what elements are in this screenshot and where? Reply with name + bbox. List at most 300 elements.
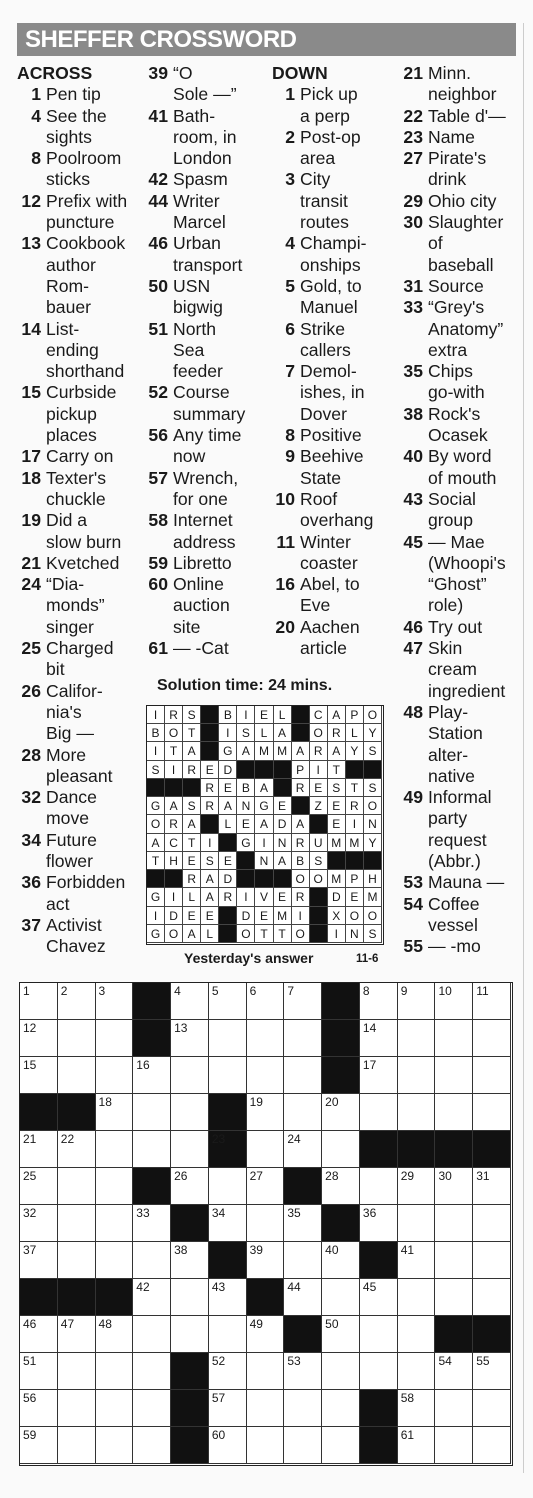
- clue-across-col2-61: [146, 638, 261, 659]
- grid-entry-cell[interactable]: [322, 1427, 360, 1464]
- grid-entry-cell[interactable]: [209, 1390, 247, 1427]
- grid-entry-cell[interactable]: [133, 1316, 171, 1353]
- grid-entry-cell[interactable]: [284, 1390, 322, 1427]
- grid-entry-cell[interactable]: [322, 1316, 360, 1353]
- grid-entry-cell[interactable]: [133, 1390, 171, 1427]
- grid-entry-cell[interactable]: [435, 1390, 473, 1427]
- grid-block-cell: [473, 1316, 511, 1353]
- grid-entry-cell[interactable]: [209, 1168, 247, 1205]
- answer-letter-cell: A: [292, 815, 310, 833]
- grid-entry-cell[interactable]: [398, 1427, 436, 1464]
- answer-letter-cell: A: [219, 797, 237, 815]
- grid-entry-cell[interactable]: [322, 1353, 360, 1390]
- answer-block-cell: [274, 779, 292, 797]
- answer-letter-cell: E: [346, 888, 364, 906]
- grid-entry-cell[interactable]: [247, 1205, 285, 1242]
- grid-entry-cell[interactable]: [284, 1353, 322, 1390]
- answer-block-cell: [310, 925, 328, 943]
- answer-letter-cell: I: [328, 925, 346, 943]
- clue-line: now: [173, 446, 206, 467]
- clue-line: Rock's: [428, 403, 481, 424]
- clue-number: 52: [148, 382, 168, 403]
- grid-cell-number: 46: [23, 1317, 37, 1331]
- clue-line: onships: [300, 254, 361, 275]
- clue-line: Texter's: [46, 467, 107, 488]
- answer-letter-cell: R: [292, 834, 310, 852]
- grid-entry-cell[interactable]: [435, 1168, 473, 1205]
- clue-across-col2-50: [146, 276, 261, 319]
- grid-entry-cell[interactable]: [322, 1279, 360, 1316]
- grid-entry-cell[interactable]: [322, 1131, 360, 1168]
- clue-line: List-: [46, 318, 80, 339]
- grid-cell-number: 45: [362, 1280, 377, 1294]
- clue-line: Curbside: [46, 382, 117, 403]
- clue-line: Rom-: [46, 275, 90, 296]
- grid-cell-number: 56: [23, 1391, 37, 1405]
- grid-entry-cell[interactable]: [360, 1094, 398, 1131]
- grid-entry-cell[interactable]: [133, 1279, 171, 1316]
- grid-entry-cell[interactable]: [247, 1094, 285, 1131]
- clue-line: Pen tip: [46, 84, 101, 105]
- clue-line: Play-: [428, 701, 469, 722]
- answer-block-cell: [201, 706, 219, 724]
- clue-line: native: [428, 765, 475, 786]
- grid-entry-cell[interactable]: [171, 1131, 209, 1168]
- clue-line: vessel: [428, 914, 478, 935]
- answer-block-cell: [219, 925, 237, 943]
- grid-entry-cell[interactable]: [360, 1205, 398, 1242]
- grid-entry-cell[interactable]: [473, 983, 511, 1020]
- clue-number: 20: [275, 616, 295, 637]
- answer-letter-cell: T: [346, 779, 364, 797]
- clue-across-col1-24: [17, 574, 137, 638]
- clue-line: Any time: [173, 425, 242, 446]
- grid-entry-cell[interactable]: [133, 1353, 171, 1390]
- clue-text: [423, 212, 503, 276]
- grid-entry-cell[interactable]: [58, 1205, 96, 1242]
- clue-across-col1-34: [17, 830, 137, 873]
- grid-block-cell: [20, 1094, 58, 1131]
- grid-entry-cell[interactable]: [96, 1131, 134, 1168]
- grid-entry-cell[interactable]: [247, 1242, 285, 1279]
- grid-entry-cell[interactable]: [209, 1205, 247, 1242]
- grid-entry-cell[interactable]: [473, 1279, 511, 1316]
- grid-entry-cell[interactable]: [398, 1168, 436, 1205]
- grid-entry-cell[interactable]: [398, 1094, 436, 1131]
- grid-entry-cell[interactable]: [398, 983, 436, 1020]
- grid-entry-cell[interactable]: [58, 1242, 96, 1279]
- grid-entry-cell[interactable]: [247, 1316, 285, 1353]
- clue-line: Prefix with: [46, 190, 128, 211]
- grid-entry-cell[interactable]: [171, 1020, 209, 1057]
- grid-entry-cell[interactable]: [284, 1131, 322, 1168]
- grid-cell-number: 42: [136, 1280, 150, 1294]
- grid-cell-number: 31: [476, 1169, 490, 1183]
- answer-letter-cell: N: [255, 852, 273, 870]
- grid-entry-cell[interactable]: [360, 1020, 398, 1057]
- grid-entry-cell[interactable]: [435, 1427, 473, 1464]
- grid-entry-cell[interactable]: [284, 1279, 322, 1316]
- clue-across-col1-21: [17, 553, 137, 574]
- grid-cell-number: 44: [287, 1280, 301, 1294]
- grid-entry-cell[interactable]: [473, 1242, 511, 1279]
- answer-letter-cell: A: [183, 815, 201, 833]
- answer-letter-cell: N: [237, 797, 255, 815]
- clue-line: baseball: [428, 254, 494, 275]
- clue-down-col1-10: [272, 489, 392, 532]
- grid-entry-cell[interactable]: [284, 983, 322, 1020]
- grid-entry-cell[interactable]: [96, 1020, 134, 1057]
- answer-letter-cell: M: [364, 888, 382, 906]
- grid-entry-cell[interactable]: [322, 1094, 360, 1131]
- answer-letter-cell: R: [183, 870, 201, 888]
- answer-letter-cell: I: [165, 888, 183, 906]
- grid-entry-cell[interactable]: [133, 1205, 171, 1242]
- grid-cell-number: 8: [362, 984, 370, 998]
- grid-entry-cell[interactable]: [398, 1057, 436, 1094]
- grid-entry-cell[interactable]: [209, 1279, 247, 1316]
- grid-entry-cell[interactable]: [284, 1057, 322, 1094]
- grid-entry-cell[interactable]: [20, 1427, 58, 1464]
- grid-entry-cell[interactable]: [20, 1316, 58, 1353]
- grid-block-cell: [209, 1094, 247, 1131]
- answer-letter-cell: O: [147, 815, 165, 833]
- clue-text: [41, 553, 119, 574]
- clue-line: Roof: [300, 488, 338, 509]
- grid-entry-cell[interactable]: [322, 1242, 360, 1279]
- grid-entry-cell[interactable]: [247, 1427, 285, 1464]
- grid-entry-cell[interactable]: [435, 1353, 473, 1390]
- grid-cell-number: 34: [211, 1206, 226, 1220]
- clue-line: Kvetched: [46, 552, 120, 573]
- clue-line: — -Cat: [173, 638, 229, 659]
- answer-block-cell: [237, 852, 255, 870]
- grid-entry-cell[interactable]: [96, 1242, 134, 1279]
- clue-number: 21: [21, 552, 41, 573]
- clue-text: [423, 489, 476, 532]
- grid-cell-number: 5: [211, 984, 219, 998]
- grid-entry-cell[interactable]: [96, 1353, 134, 1390]
- answer-letter-cell: R: [292, 888, 310, 906]
- grid-entry-cell[interactable]: [247, 1057, 285, 1094]
- clue-text: [41, 84, 101, 105]
- clue-line: chuckle: [46, 488, 106, 509]
- grid-entry-cell[interactable]: [473, 1057, 511, 1094]
- grid-entry-cell[interactable]: [58, 983, 96, 1020]
- clue-line: Dover: [300, 403, 347, 424]
- grid-entry-cell[interactable]: [171, 1057, 209, 1094]
- clue-number: 31: [403, 275, 423, 296]
- grid-cell-number: 4: [174, 984, 181, 998]
- answer-letter-cell: B: [219, 706, 237, 724]
- grid-entry-cell[interactable]: [58, 1131, 96, 1168]
- grid-entry-cell[interactable]: [473, 1168, 511, 1205]
- clue-down-col2-48: [400, 702, 520, 787]
- down-clues-column-2: [400, 63, 520, 957]
- clue-line: coaster: [300, 552, 358, 573]
- grid-block-cell: [435, 1131, 473, 1168]
- grid-entry-cell[interactable]: [398, 1316, 436, 1353]
- clue-line: Slaughter: [428, 212, 504, 233]
- grid-entry-cell[interactable]: [20, 1205, 58, 1242]
- clue-across-col1-12: [17, 191, 137, 234]
- grid-entry-cell[interactable]: [435, 1205, 473, 1242]
- answer-letter-cell: A: [201, 888, 219, 906]
- grid-entry-cell[interactable]: [209, 1427, 247, 1464]
- grid-entry-cell[interactable]: [58, 1168, 96, 1205]
- grid-entry-cell[interactable]: [209, 1353, 247, 1390]
- clue-text: [41, 319, 124, 383]
- grid-entry-cell[interactable]: [284, 1205, 322, 1242]
- grid-entry-cell[interactable]: [58, 1020, 96, 1057]
- answer-block-cell: [147, 779, 165, 797]
- answer-letter-cell: C: [165, 834, 183, 852]
- grid-entry-cell[interactable]: [360, 1316, 398, 1353]
- grid-entry-cell[interactable]: [133, 1242, 171, 1279]
- answer-letter-cell: I: [237, 888, 255, 906]
- clue-number: 19: [21, 510, 41, 531]
- grid-entry-cell[interactable]: [398, 1205, 436, 1242]
- grid-entry-cell[interactable]: [435, 1279, 473, 1316]
- grid-entry-cell[interactable]: [20, 1168, 58, 1205]
- answer-letter-cell: O: [165, 724, 183, 742]
- clue-number: 5: [285, 275, 295, 296]
- clue-line: Eve: [300, 595, 331, 616]
- grid-cell-number: 39: [249, 1243, 263, 1257]
- answer-letter-cell: T: [147, 852, 165, 870]
- grid-entry-cell[interactable]: [398, 1020, 436, 1057]
- answer-letter-cell: M: [274, 742, 292, 760]
- clue-line: alter-: [428, 744, 469, 765]
- clue-text: [168, 553, 232, 574]
- grid-entry-cell[interactable]: [473, 1020, 511, 1057]
- grid-cell-number: 32: [23, 1206, 37, 1220]
- grid-entry-cell[interactable]: [133, 1131, 171, 1168]
- grid-entry-cell[interactable]: [171, 1094, 209, 1131]
- grid-entry-cell[interactable]: [171, 1316, 209, 1353]
- answer-letter-cell: I: [292, 907, 310, 925]
- answer-letter-cell: I: [165, 761, 183, 779]
- grid-entry-cell[interactable]: [473, 1353, 511, 1390]
- grid-entry-cell[interactable]: [435, 1094, 473, 1131]
- clue-across-col1-17: [17, 446, 137, 467]
- clue-down-col1-4: [272, 233, 392, 276]
- grid-entry-cell[interactable]: [360, 1168, 398, 1205]
- clue-number: 41: [148, 105, 168, 126]
- down-heading: DOWN: [272, 63, 328, 83]
- clue-down-col2-49: [400, 787, 520, 872]
- clue-line: (Abbr.): [428, 850, 481, 871]
- grid-entry-cell[interactable]: [435, 1057, 473, 1094]
- grid-entry-cell[interactable]: [360, 1279, 398, 1316]
- grid-entry-cell[interactable]: [284, 1020, 322, 1057]
- clue-number: 47: [403, 638, 423, 659]
- clue-down-col2-46: [400, 617, 520, 638]
- clue-number: 50: [148, 275, 168, 296]
- answer-block-cell: [274, 761, 292, 779]
- grid-entry-cell[interactable]: [20, 983, 58, 1020]
- grid-entry-cell[interactable]: [58, 1353, 96, 1390]
- grid-entry-cell[interactable]: [209, 1020, 247, 1057]
- grid-cell-number: 17: [362, 1058, 377, 1072]
- clue-number: 56: [148, 425, 168, 446]
- grid-entry-cell[interactable]: [58, 1057, 96, 1094]
- clue-text: [423, 617, 482, 638]
- clue-line: Carry on: [46, 446, 114, 467]
- grid-entry-cell[interactable]: [247, 983, 285, 1020]
- grid-entry-cell[interactable]: [96, 1094, 134, 1131]
- clue-line: cream: [428, 659, 477, 680]
- answer-letter-cell: V: [255, 888, 273, 906]
- grid-entry-cell[interactable]: [247, 1131, 285, 1168]
- grid-entry-cell[interactable]: [209, 1316, 247, 1353]
- answer-letter-cell: M: [255, 742, 273, 760]
- clue-text: [423, 276, 484, 297]
- answer-letter-cell: R: [165, 815, 183, 833]
- answer-letter-cell: T: [255, 925, 273, 943]
- clue-number: 12: [21, 190, 41, 211]
- grid-entry-cell[interactable]: [20, 1057, 58, 1094]
- grid-entry-cell[interactable]: [58, 1316, 96, 1353]
- clue-line: Manuel: [300, 297, 358, 318]
- grid-entry-cell[interactable]: [398, 1353, 436, 1390]
- answer-letter-cell: R: [165, 706, 183, 724]
- grid-entry-cell[interactable]: [20, 1390, 58, 1427]
- clue-text: [423, 894, 480, 937]
- clue-down-col1-7: [272, 361, 392, 425]
- clue-text: [423, 702, 483, 787]
- clue-line: go-with: [428, 382, 485, 403]
- grid-entry-cell[interactable]: [96, 1427, 134, 1464]
- grid-block-cell: [247, 1279, 285, 1316]
- clue-text: [168, 233, 242, 276]
- answer-letter-cell: G: [255, 797, 273, 815]
- grid-entry-cell[interactable]: [96, 983, 134, 1020]
- answer-letter-cell: X: [328, 907, 346, 925]
- grid-entry-cell[interactable]: [58, 1427, 96, 1464]
- grid-entry-cell[interactable]: [435, 1242, 473, 1279]
- clue-line: — -mo: [428, 936, 481, 957]
- grid-entry-cell[interactable]: [473, 1205, 511, 1242]
- clue-line: Chips: [428, 361, 473, 382]
- clue-line: North: [173, 318, 217, 339]
- answer-letter-cell: R: [292, 779, 310, 797]
- answer-letter-cell: G: [219, 742, 237, 760]
- clue-line: Sole —”: [173, 84, 237, 105]
- clue-number: 37: [21, 914, 41, 935]
- grid-cell-number: 25: [23, 1169, 37, 1183]
- grid-entry-cell[interactable]: [171, 983, 209, 1020]
- clue-line: Ocasek: [428, 425, 488, 446]
- answer-block-cell: [274, 870, 292, 888]
- clue-line: Writer: [173, 190, 220, 211]
- grid-entry-cell[interactable]: [247, 1168, 285, 1205]
- clue-line: neighbor: [428, 84, 497, 105]
- grid-entry-cell[interactable]: [284, 1427, 322, 1464]
- grid-entry-cell[interactable]: [96, 1168, 134, 1205]
- answer-letter-cell: I: [147, 742, 165, 760]
- grid-cell-number: 40: [325, 1243, 339, 1257]
- grid-entry-cell[interactable]: [473, 1094, 511, 1131]
- grid-entry-cell[interactable]: [247, 1020, 285, 1057]
- clue-line: nia's: [46, 701, 82, 722]
- clue-line: act: [46, 893, 70, 914]
- grid-entry-cell[interactable]: [96, 1205, 134, 1242]
- grid-entry-cell[interactable]: [247, 1353, 285, 1390]
- clue-across-col2-57: [146, 468, 261, 511]
- clue-number: 27: [403, 148, 423, 169]
- grid-entry-cell[interactable]: [322, 1168, 360, 1205]
- clue-down-col2-29: [400, 191, 520, 212]
- grid-entry-cell[interactable]: [360, 1353, 398, 1390]
- grid-entry-cell[interactable]: [247, 1390, 285, 1427]
- grid-entry-cell[interactable]: [284, 1242, 322, 1279]
- grid-entry-cell[interactable]: [96, 1316, 134, 1353]
- grid-entry-cell[interactable]: [20, 1020, 58, 1057]
- grid-entry-cell[interactable]: [171, 1168, 209, 1205]
- answer-letter-cell: O: [364, 797, 382, 815]
- clue-text: [295, 425, 362, 446]
- grid-entry-cell[interactable]: [398, 1242, 436, 1279]
- grid-entry-cell[interactable]: [360, 1057, 398, 1094]
- grid-entry-cell[interactable]: [20, 1131, 58, 1168]
- clue-line: Future: [46, 829, 97, 850]
- answer-letter-cell: L: [346, 724, 364, 742]
- clue-line: room, in: [173, 126, 237, 147]
- grid-entry-cell[interactable]: [209, 1057, 247, 1094]
- grid-entry-cell[interactable]: [171, 1242, 209, 1279]
- clue-line: pleasant: [46, 765, 113, 786]
- grid-entry-cell[interactable]: [20, 1242, 58, 1279]
- grid-entry-cell[interactable]: [209, 983, 247, 1020]
- clue-text: [41, 191, 127, 234]
- grid-entry-cell[interactable]: [360, 983, 398, 1020]
- clue-text: [168, 425, 241, 468]
- clue-line: Marcel: [173, 212, 226, 233]
- grid-entry-cell[interactable]: [398, 1390, 436, 1427]
- clue-down-col1-1: [272, 84, 392, 127]
- clue-line: slow burn: [46, 531, 122, 552]
- answer-letter-cell: T: [328, 761, 346, 779]
- grid-entry-cell[interactable]: [473, 1427, 511, 1464]
- clue-number: 46: [148, 233, 168, 254]
- clue-across-col2-56: [146, 425, 261, 468]
- clue-down-col2-31: [400, 276, 520, 297]
- grid-entry-cell[interactable]: [133, 1094, 171, 1131]
- answer-block-cell: [292, 797, 310, 815]
- grid-entry-cell[interactable]: [171, 1279, 209, 1316]
- grid-entry-cell[interactable]: [133, 1427, 171, 1464]
- grid-entry-cell[interactable]: [96, 1390, 134, 1427]
- answer-letter-cell: D: [237, 907, 255, 925]
- grid-entry-cell[interactable]: [398, 1279, 436, 1316]
- title-bar: [17, 23, 516, 56]
- answer-block-cell: [364, 761, 382, 779]
- grid-entry-cell[interactable]: [473, 1390, 511, 1427]
- grid-entry-cell[interactable]: [322, 1390, 360, 1427]
- grid-cell-number: 53: [287, 1354, 301, 1368]
- grid-entry-cell[interactable]: [435, 983, 473, 1020]
- grid-entry-cell[interactable]: [133, 1057, 171, 1094]
- clue-text: [423, 106, 506, 127]
- grid-entry-cell[interactable]: [284, 1094, 322, 1131]
- grid-entry-cell[interactable]: [435, 1020, 473, 1057]
- answer-letter-cell: I: [310, 761, 328, 779]
- grid-entry-cell[interactable]: [58, 1390, 96, 1427]
- grid-entry-cell[interactable]: [96, 1057, 134, 1094]
- grid-entry-cell[interactable]: [20, 1353, 58, 1390]
- answer-letter-cell: S: [201, 852, 219, 870]
